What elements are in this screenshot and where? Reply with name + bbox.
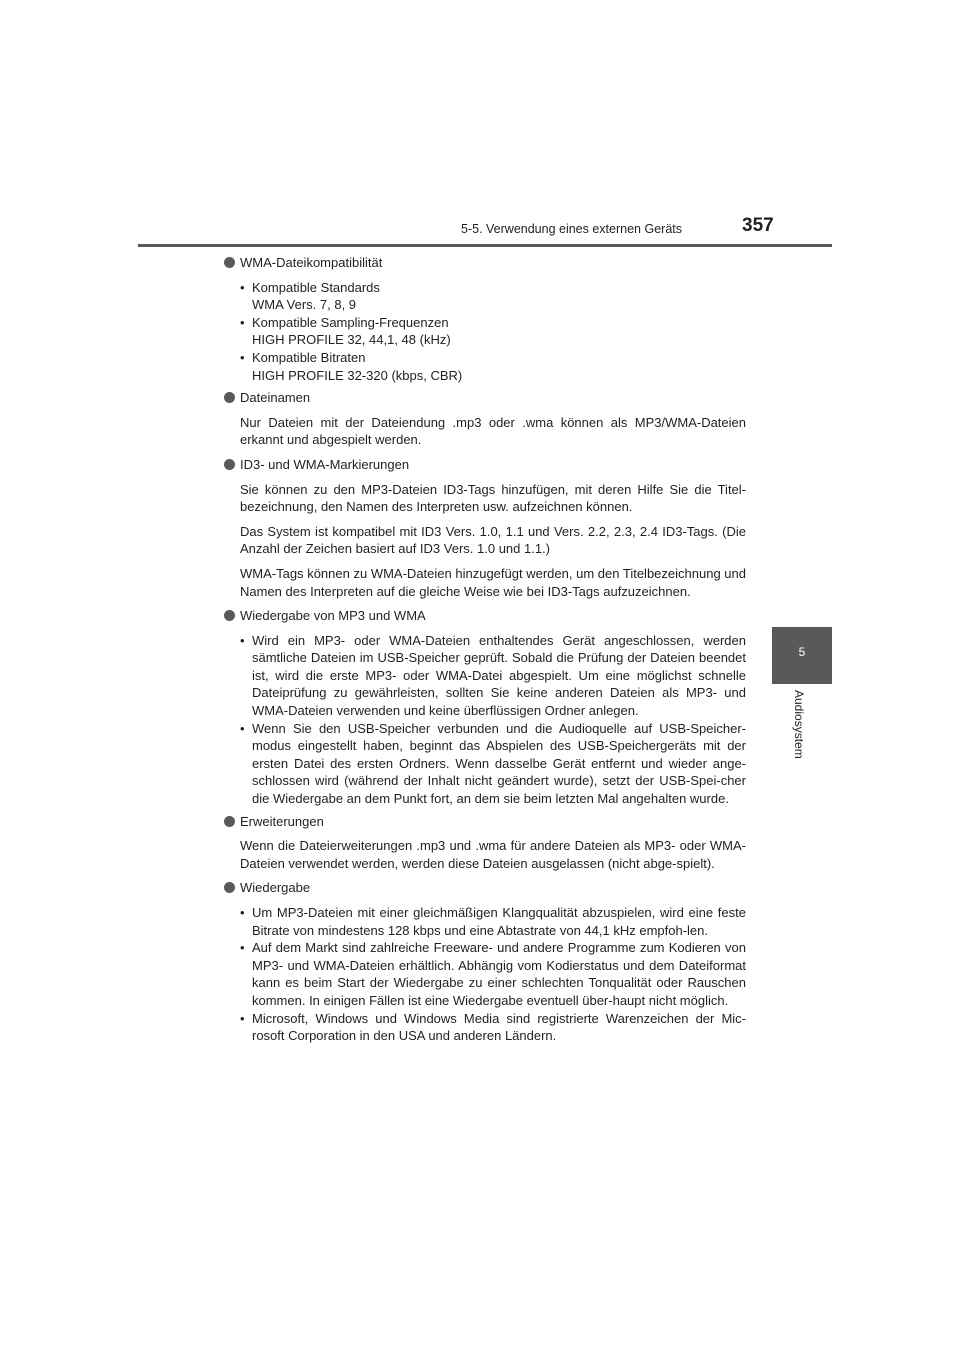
list-item-text: Wird ein MP3- oder WMA-Dateien enthaltendes Gerät angeschlossen, werden sämtliche Dateien im USB-Speicher geprüft. Sobald die Prüfung der Dateien beendet ist, wird die erste MP3- oder WMA-Datei abgespielt. Um eine möglichst schnelle Dateiprüfung zu gewährleisten, sollten Sie keine anderen Dateien als MP3- und WMA-Dateien verwenden und keine überflüssigen Ordner anlegen. bbox=[252, 632, 746, 719]
section-heading-text: ID3- und WMA-Markierungen bbox=[240, 456, 410, 472]
bullet-mark: • bbox=[240, 632, 245, 648]
section-heading bbox=[240, 813, 746, 831]
bullet-list bbox=[240, 904, 746, 1045]
section bbox=[224, 389, 746, 449]
circle-bullet-icon bbox=[224, 882, 235, 893]
page-content bbox=[224, 254, 746, 1050]
header-rule bbox=[138, 244, 832, 247]
list-item-text: Kompatible Bitraten bbox=[252, 349, 366, 365]
paragraph: Wenn die Dateierweiterungen .mp3 und .wma für andere Dateien als MP3- oder WMA-Dateien verwendet werden, werden diese Dateien ausgelassen (nicht abge-spielt). bbox=[240, 838, 746, 871]
paragraph: Das System ist kompatibel mit ID3 Vers. 1.0, 1.1 und Vers. 2.2, 2.3, 2.4 ID3-Tags. (Die Anzahl der Zeichen basiert auf ID3 Vers. 1.0 und 1.1.) bbox=[240, 523, 746, 557]
list-item bbox=[240, 1010, 746, 1045]
circle-bullet-icon bbox=[224, 816, 235, 827]
list-item bbox=[240, 279, 746, 314]
section bbox=[224, 254, 746, 384]
bullet-mark: • bbox=[240, 905, 245, 920]
section-heading-text: Wiedergabe bbox=[240, 880, 311, 896]
section bbox=[224, 813, 746, 873]
list-item-text: Auf dem Markt sind zahlreiche Freeware- und andere Programme zum Kodieren von MP3- und WMA-Dateien erhältlich. Abhängig vom Kodierstatus und dem Dateiformat kann es beim Start der Wiedergabe zu einer schlechten Tonqualität oder Rauschen kommen. In einigen Fällen ist eine Wiedergabe eventuell über-haupt nicht möglich. bbox=[252, 940, 746, 1008]
chapter-title: Audiosystem bbox=[792, 690, 806, 759]
page-number: 357 bbox=[742, 215, 774, 236]
bullet-mark: • bbox=[240, 314, 245, 330]
section-heading-text: Dateinamen bbox=[240, 390, 311, 406]
bullet-mark: • bbox=[240, 940, 245, 956]
list-item bbox=[240, 720, 746, 808]
list-item bbox=[240, 939, 746, 1009]
section-heading bbox=[240, 254, 746, 272]
bullet-list bbox=[240, 632, 746, 808]
section-heading-text: WMA-Dateikompatibilität bbox=[240, 255, 383, 270]
paragraph: Nur Dateien mit der Dateiendung .mp3 oder .wma können als MP3/WMA-Dateien erkannt und abgespielt werden. bbox=[240, 414, 746, 448]
section-heading-text: Wiedergabe von MP3 und WMA bbox=[240, 608, 426, 624]
chapter-label bbox=[790, 690, 810, 770]
section bbox=[224, 607, 746, 808]
section-heading bbox=[240, 456, 746, 474]
list-item bbox=[240, 904, 746, 939]
chapter-number: 5 bbox=[798, 645, 806, 659]
bullet-mark: • bbox=[240, 1010, 245, 1026]
circle-bullet-icon bbox=[224, 257, 235, 268]
section-heading bbox=[240, 879, 746, 897]
section-heading bbox=[240, 389, 746, 407]
list-item-text: Wenn Sie den USB-Speicher verbunden und die Audioquelle auf USB-Speicher-modus eingestellt haben, beginnt das Abspielen des USB-Speichergeräts mit der ersten Datei des ersten Ordners. Wenn dasselbe Gerät entfernt und wieder ange-schlossen wird (während der Inhalt nicht geändert wurde), setzt der USB-Spei-cher die Wiedergabe an dem Punkt fort, an dem sie beim letzten Mal angehalten wurde. bbox=[252, 720, 746, 807]
list-item-text: Kompatible Standards bbox=[252, 279, 380, 295]
circle-bullet-icon bbox=[224, 459, 235, 470]
list-item-detail: HIGH PROFILE 32, 44,1, 48 (kHz) bbox=[252, 332, 451, 348]
circle-bullet-icon bbox=[224, 392, 235, 403]
bullet-mark: • bbox=[240, 279, 245, 295]
list-item bbox=[240, 314, 746, 349]
list-item-text: Um MP3-Dateien mit einer gleichmäßigen Klangqualität abzuspielen, wird eine feste Bitrate von mindestens 128 kbps und eine Abtastrate von 44,1 kHz empfoh-len. bbox=[252, 905, 746, 938]
paragraph: WMA-Tags können zu WMA-Dateien hinzugefügt werden, um den Titelbezeichnung und Namen des Interpreten auf die gleiche Weise wie bei ID3-Tags aufzuzeichnen. bbox=[240, 565, 746, 599]
chapter-tab bbox=[772, 627, 832, 684]
section-heading bbox=[240, 607, 746, 625]
section-title: 5-5. Verwendung eines externen Geräts bbox=[461, 222, 682, 236]
list-item-text: Microsoft, Windows und Windows Media sind registrierte Warenzeichen der Mic-rosoft Corporation in den USA und anderen Ländern. bbox=[252, 1010, 746, 1044]
section-heading-text: Erweiterungen bbox=[240, 813, 324, 829]
bullet-list bbox=[240, 279, 746, 385]
list-item-detail: WMA Vers. 7, 8, 9 bbox=[252, 297, 357, 313]
section bbox=[224, 456, 746, 600]
paragraph: Sie können zu den MP3-Dateien ID3-Tags hinzufügen, mit deren Hilfe Sie die Titel-bezeichnung, den Namen des Interpreten usw. aufzeichnen können. bbox=[240, 481, 746, 515]
list-item bbox=[240, 632, 746, 720]
list-item-text: Kompatible Sampling-Frequenzen bbox=[252, 314, 449, 330]
list-item bbox=[240, 349, 746, 384]
bullet-mark: • bbox=[240, 349, 245, 365]
bullet-mark: • bbox=[240, 720, 245, 736]
section bbox=[224, 879, 746, 1044]
circle-bullet-icon bbox=[224, 610, 235, 621]
list-item-detail: HIGH PROFILE 32-320 (kbps, CBR) bbox=[252, 367, 463, 383]
